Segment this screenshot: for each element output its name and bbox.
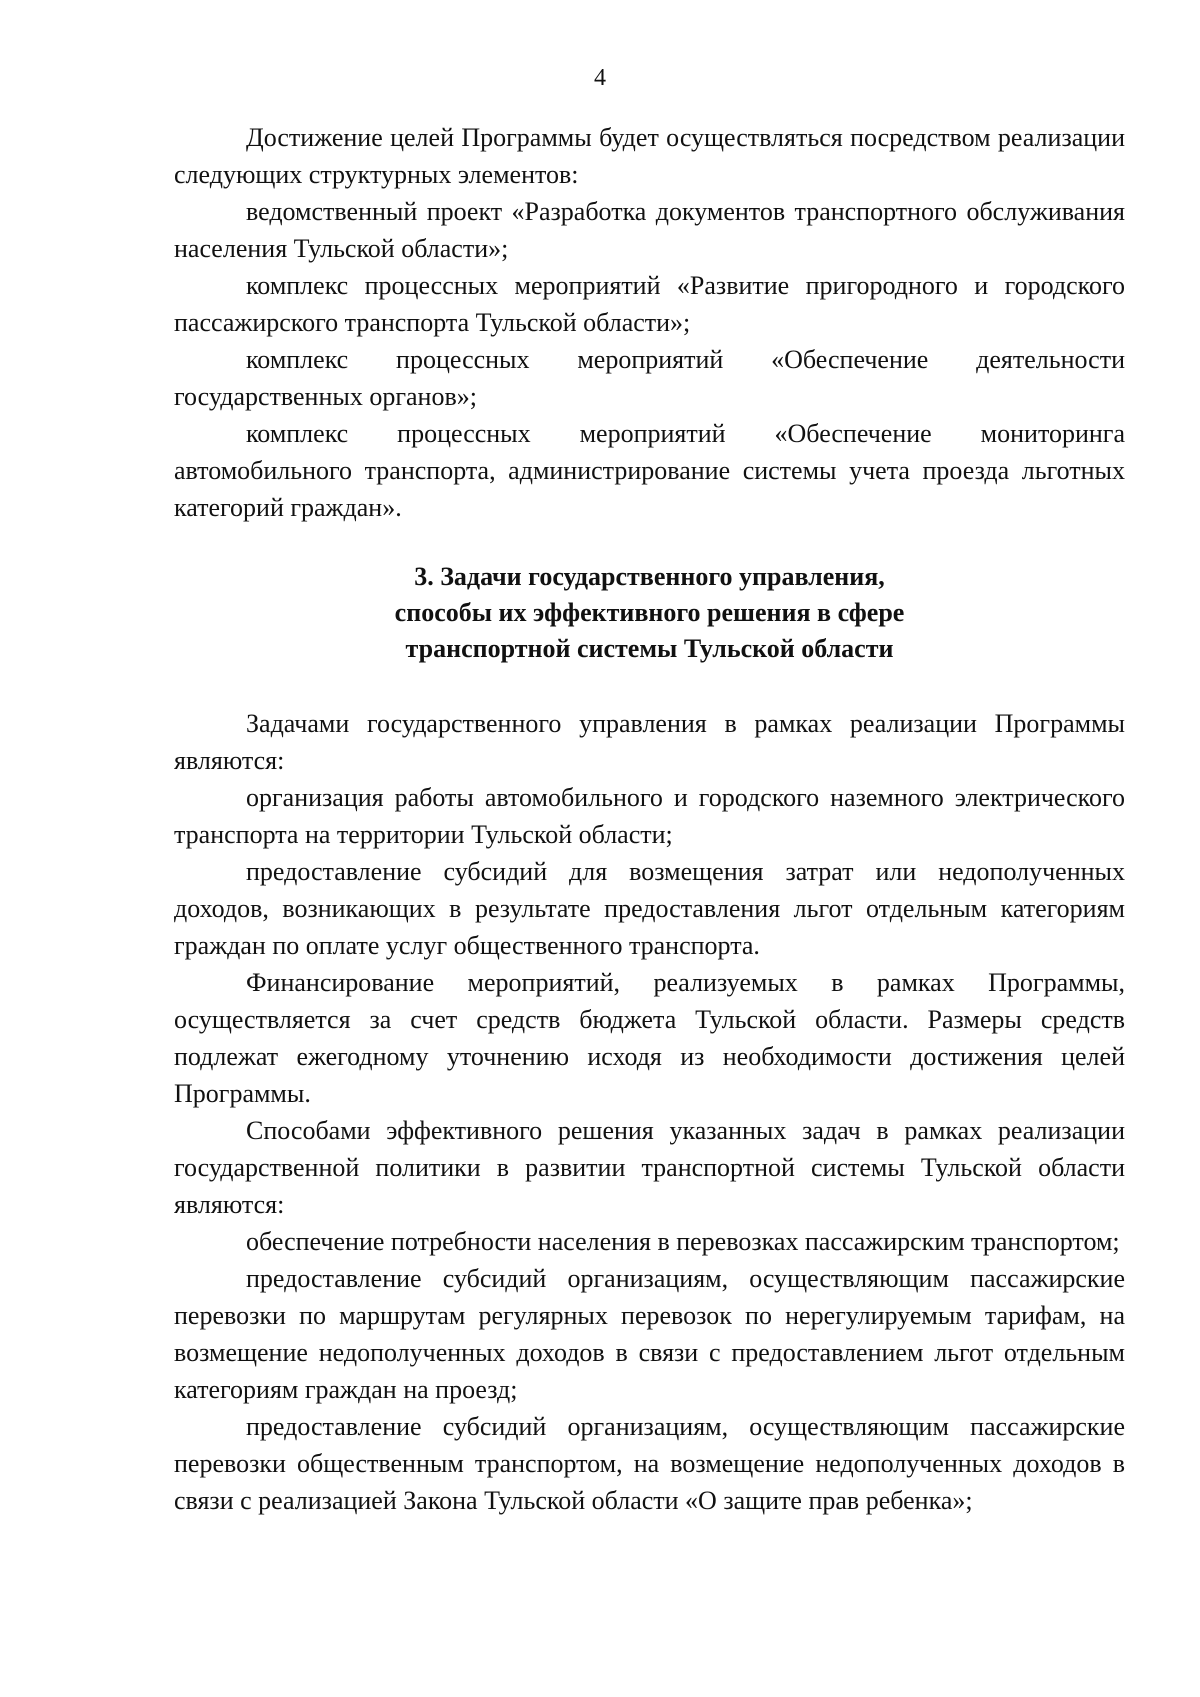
paragraph: предоставление субсидий организациям, осуществляющим пассажирские перевозки по маршрутам регулярных перевозок по нерегулируемым тарифам, на возмещение недополученных доходов в связи с предоставлением льгот отдельным категориям граждан на проезд; <box>174 1264 1125 1404</box>
section-heading <box>174 559 1125 667</box>
section-heading-line: транспортной системы Тульской области <box>405 634 894 663</box>
paragraph: Задачами государственного управления в рамках реализации Программы являются: <box>174 709 1125 775</box>
section-heading-line: способы их эффективного решения в сфере <box>394 598 905 627</box>
paragraph: Достижение целей Программы будет осуществляться посредством реализации следующих структурных элементов: <box>174 123 1125 189</box>
paragraph: комплекс процессных мероприятий «Обеспечение деятельности государственных органов»; <box>174 345 1125 411</box>
paragraph: предоставление субсидий для возмещения затрат или недополученных доходов, возникающих в результате предоставления льгот отдельным категориям граждан по оплате услуг общественного транспорта. <box>174 857 1125 960</box>
paragraph: комплекс процессных мероприятий «Развитие пригородного и городского пассажирского транспорта Тульской области»; <box>174 271 1125 337</box>
paragraph: обеспечение потребности населения в перевозках пассажирским транспортом; <box>246 1227 1120 1256</box>
section-heading-line: 3. Задачи государственного управления, <box>414 562 885 591</box>
paragraph: предоставление субсидий организациям, осуществляющим пассажирские перевозки общественным транспортом, на возмещение недополученных доходов в связи с реализацией Закона Тульской области «О защите прав ребенка»; <box>174 1412 1125 1515</box>
paragraph: ведомственный проект «Разработка документов транспортного обслуживания населения Тульской области»; <box>174 197 1125 263</box>
paragraph: организация работы автомобильного и городского наземного электрического транспорта на территории Тульской области; <box>174 783 1125 849</box>
page-number: 4 <box>594 65 606 91</box>
paragraph: Финансирование мероприятий, реализуемых в рамках Программы, осуществляется за счет средств бюджета Тульской области. Размеры средств подлежат ежегодному уточнению исходя из необходимости достижения целей Программы. <box>174 968 1125 1108</box>
paragraph: комплекс процессных мероприятий «Обеспечение мониторинга автомобильного транспорта, администрирование системы учета проезда льготных категорий граждан». <box>174 419 1125 522</box>
paragraph: Способами эффективного решения указанных задач в рамках реализации государственной политики в развитии транспортной системы Тульской области являются: <box>174 1116 1125 1219</box>
document-body <box>174 119 1125 1519</box>
